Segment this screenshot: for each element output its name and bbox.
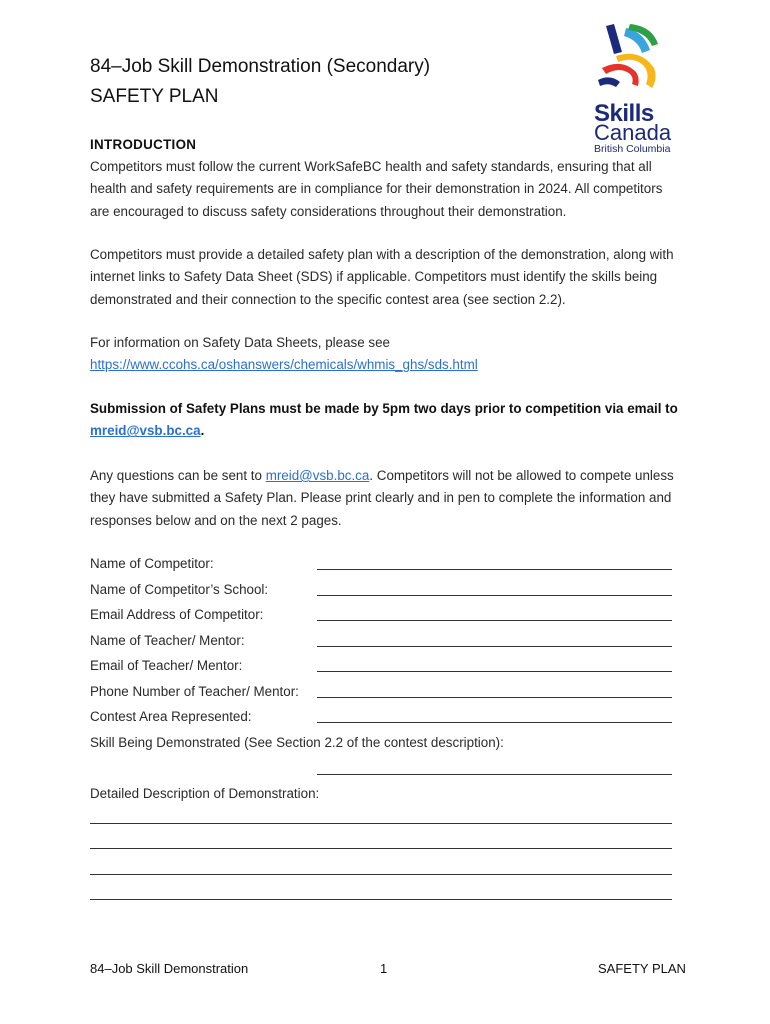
submission-email-link[interactable]: mreid@vsb.bc.ca [90,423,201,439]
skill-field-label: Skill Being Demonstrated (See Section 2.2 of the contest description): [90,734,504,750]
description-label: Detailed Description of Demonstration: [90,785,320,801]
form-field-row [90,706,675,732]
document-title: 84–Job Skill Demonstration (Secondary) [90,56,431,77]
submission-paragraph [90,398,680,443]
introduction-heading: INTRODUCTION [90,137,197,152]
intro-paragraph-1: Competitors must follow the current WorkSafeBC health and safety standards, ensuring that all health and safety requirements are in compliance for their demonstration in 2024. All competitors are encouraged to discuss safety considerations throughout their demonstration. [90,159,663,219]
form-field-label: Name of Competitor: [90,556,214,571]
skill-demonstrated-line[interactable] [317,774,672,775]
safety-plan-form [90,553,675,911]
skills-canada-logo-mark-icon [592,22,682,102]
logo-text-canada: Canada [594,120,672,145]
questions-rest: . Competitors will not be allowed to compete unless they have submitted a Safety Plan. Please print clearly and in pen to complete the information and responses below and on the next 2 pages. [90,468,674,528]
form-field-label: Phone Number of Teacher/ Mentor: [90,683,299,699]
form-field-label: Email of Teacher/ Mentor: [90,658,243,673]
form-field-row [90,630,675,656]
form-field-label: Name of Competitor’s School: [90,581,269,597]
form-field-row [90,681,675,707]
competitor-email-line[interactable] [317,620,672,621]
submission-text: Submission of Safety Plans must be made by 5pm two days prior to competition via email to [90,401,678,416]
form-field-label: Email Address of Competitor: [90,607,264,622]
form-field-row [90,579,675,605]
competitor-school-line[interactable] [317,595,672,596]
form-field-row [90,655,675,681]
teacher-phone-line[interactable] [317,697,672,698]
submission-end: . [200,423,205,439]
footer-page-number: 1 [380,961,388,976]
description-line[interactable] [90,885,675,911]
description-line[interactable] [90,809,675,835]
footer-left-text: 84–Job Skill Demonstration [90,961,249,976]
description-line[interactable] [90,834,675,860]
skill-field-row [90,732,675,783]
document-subtitle: SAFETY PLAN [90,86,219,107]
logo-text-region: British Columbia [594,143,671,155]
form-field-row [90,604,675,630]
competitor-name-line[interactable] [317,569,672,570]
contest-area-line[interactable] [317,722,672,723]
sds-paragraph [90,332,680,377]
skills-canada-logo [592,22,692,155]
sds-text: For information on Safety Data Sheets, please see [90,335,390,350]
sds-link[interactable]: https://www.ccohs.ca/oshanswers/chemicals/whmis_ghs/sds.html [90,357,478,373]
logo-text-skills: Skills [594,100,654,127]
questions-text: Any questions can be sent to [90,468,266,483]
intro-paragraph-2: Competitors must provide a detailed safety plan with a description of the demonstration, along with internet links to Safety Data Sheet (SDS) if applicable. Competitors must identify the skills being demonstrated and their connection to the specific contest area (see section 2.2). [90,247,674,307]
form-field-row [90,553,675,579]
description-line[interactable] [90,860,675,886]
footer-right-text: SAFETY PLAN [598,961,686,976]
teacher-name-line[interactable] [317,646,672,647]
form-field-label: Contest Area Represented: [90,709,252,724]
teacher-email-line[interactable] [317,671,672,672]
form-field-label: Name of Teacher/ Mentor: [90,632,245,648]
questions-paragraph [90,465,680,532]
questions-email-link[interactable]: mreid@vsb.bc.ca [265,468,370,483]
